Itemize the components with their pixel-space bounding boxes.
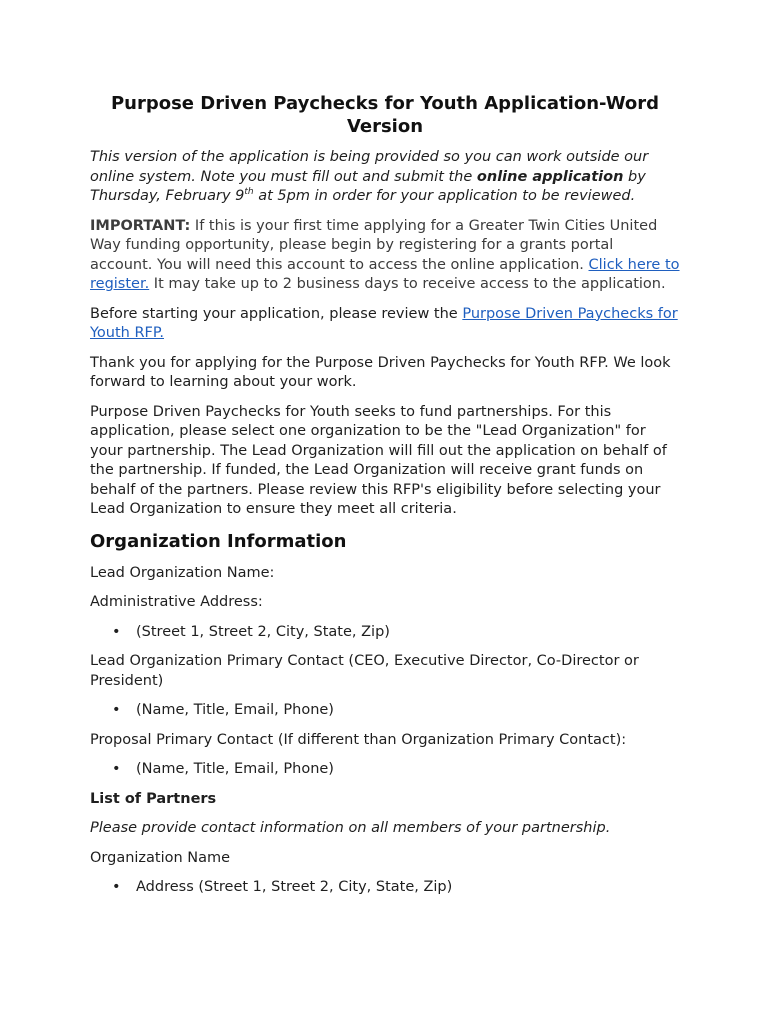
section-heading: Organization Information (90, 530, 347, 552)
bullet-icon: • (112, 702, 121, 718)
list-item-text: (Name, Title, Email, Phone) (136, 702, 334, 718)
list-item (90, 701, 680, 721)
list-item-text: (Name, Title, Email, Phone) (136, 761, 334, 777)
important-label: IMPORTANT: (90, 217, 191, 234)
bullet-icon: • (112, 761, 121, 777)
important-paragraph (90, 217, 680, 295)
register-link[interactable]: Click here to register. (90, 256, 680, 292)
list-item-text: Address (Street 1, Street 2, City, State, Zip) (136, 879, 453, 895)
list-item (90, 623, 680, 643)
admin-address-list (90, 623, 680, 643)
review-text: Before starting your application, please review the (90, 305, 463, 322)
primary-contact-label: Lead Organization Primary Contact (CEO, Executive Director, Co-Director or President) (90, 653, 639, 689)
partners-label: List of Partners (90, 790, 217, 807)
intro-superscript: th (244, 187, 254, 198)
rfp-link[interactable]: Purpose Driven Paychecks for Youth RFP. (90, 305, 678, 341)
org-name-label: Organization Name (90, 849, 231, 866)
partners-note: Please provide contact information on all members of your partnership. (90, 820, 611, 836)
intro-text-1: This version of the application is being provided so you can work outside our online system. Note you must fill out and submit the (90, 149, 649, 185)
list-item (90, 760, 680, 780)
intro-text-3: at 5pm in order for your application to be reviewed. (253, 188, 636, 204)
page-title: Purpose Driven Paychecks for Youth Application-Word Version (110, 93, 660, 137)
list-item (90, 878, 680, 898)
intro-online-application: online application (476, 168, 624, 185)
intro-paragraph (90, 148, 680, 207)
partnerships-paragraph: Purpose Driven Paychecks for Youth seeks to fund partnerships. For this application, please select one organization to be the "Lead Organization" for your partnership. The Lead Organization will fill out the application on behalf of the partnership. If funded, the Lead Organization will receive grant funds on behalf of the partners. Please review this RFP's eligibility before selecting your Lead Organization to ensure they meet all criteria. (90, 403, 667, 517)
lead-org-name-label: Lead Organization Name: (90, 564, 275, 581)
important-text-2: It may take up to 2 business days to receive access to the application. (149, 276, 666, 292)
thanks-paragraph: Thank you for applying for the Purpose Driven Paychecks for Youth RFP. We look forward to learning about your work. (90, 354, 671, 390)
admin-address-label: Administrative Address: (90, 594, 263, 610)
primary-contact-list (90, 701, 680, 721)
list-item-text: (Street 1, Street 2, City, State, Zip) (136, 623, 390, 640)
bullet-icon: • (112, 623, 121, 640)
org-address-list (90, 878, 680, 898)
important-text-1: If this is your first time applying for a Greater Twin Cities United Way funding opportunity, please begin by registering for a grants portal account. You will need this account to access the online application. (90, 217, 658, 273)
proposal-contact-list (90, 760, 680, 780)
intro-text-2: by Thursday, February 9 (90, 168, 646, 204)
bullet-icon: • (112, 879, 121, 895)
proposal-contact-label: Proposal Primary Contact (If different than Organization Primary Contact): (90, 731, 627, 748)
review-paragraph (90, 305, 680, 344)
